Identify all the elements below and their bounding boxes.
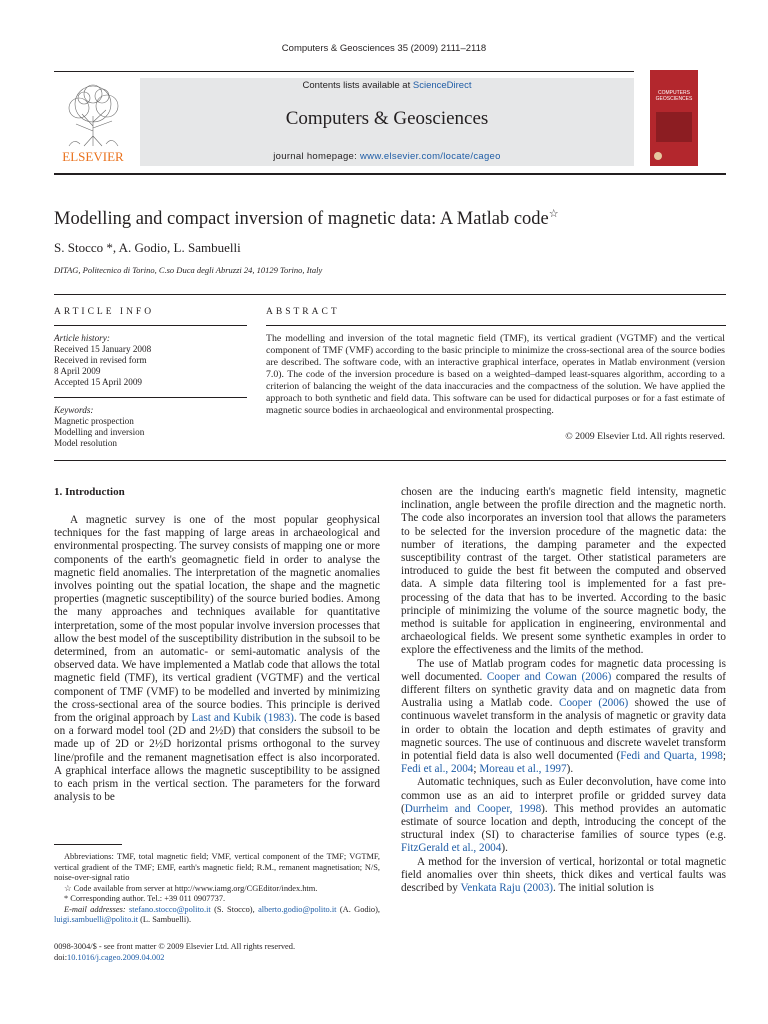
cover-badge (654, 152, 662, 160)
footnote-code: ☆ Code available from server at http://www.iamg.org/CGEditor/index.htm. (64, 883, 318, 893)
author-list: S. Stocco *, A. Godio, L. Sambuelli (54, 240, 241, 255)
paragraph-text: compared the results of different filters on synthetic gravity data and on magnetic data from Australia using a Matlab code. (401, 670, 726, 710)
article-info-heading: ARTICLE INFO (54, 307, 155, 317)
paragraph-text: A magnetic survey is one of the most popular geophysical techniques for the fast mapping of large areas in archaeological and environmental prospecting. The survey consists of mapping one or more components of the earth's geomagnetic field in order to analyse the magnetic field anomalies. The interpretation of the magnetic anomalies involves pointing out the spatial location, the shape and the magnetic properties (magnetic susceptibility) of the source buried bodies. Among the many approaches and techniques available for quantitative interpretation, some of the most popular involve inversion processes that allow the best model of the susceptibility distribution in the subsoil to be determined, from an automatic- or semi-automatic analysis of the observed data. We have implemented a Matlab code that allows the total magnetic field (TMF), its vertical gradient (VGTMF) and the vertical component of TMF (VMF) to be modelled and inverted by minimizing the cross-sectional area of the source bodies. This principle is derived from the original approach by (54, 514, 380, 725)
intro-paragraph-4 (401, 856, 726, 896)
affiliation: DITAG, Politecnico di Torino, C.so Duca degli Abruzzi 24, 10129 Torino, Italy (54, 265, 323, 275)
footnotes (54, 852, 380, 926)
contents-prefix: Contents lists available at (302, 80, 413, 91)
citation-link[interactable]: Cooper and Cowan (2006) (486, 670, 612, 683)
journal-name: Computers & Geosciences (285, 108, 489, 129)
keywords-rule (54, 397, 247, 398)
sciencedirect-link[interactable]: ScienceDirect (412, 80, 472, 91)
email-label: E-mail addresses: (64, 904, 130, 914)
section-heading-introduction: 1. Introduction (54, 486, 125, 498)
journal-reference: Computers & Geosciences 35 (2009) 2111–2118 (281, 43, 487, 54)
footnote-abbreviations: Abbreviations: TMF, total magnetic field; VMF, vertical component of the TMF; VGTMF, vertical gradient of the TMF; EMF, earth's magnetic field; R.M., remanent magnetisation; N/S, noise-over-signal ratio (54, 852, 380, 882)
abstract-rule (266, 325, 726, 326)
history-item: Accepted 15 April 2009 (54, 377, 143, 387)
left-column (54, 514, 380, 804)
abstract-heading: ABSTRACT (266, 307, 340, 317)
meta-top-rule (54, 294, 726, 295)
paragraph-text: The use of Matlab program codes for magnetic data processing is well documented. (401, 657, 726, 683)
email-link[interactable]: luigi.sambuelli@polito.it (54, 915, 139, 924)
history-item: Received in revised form (54, 355, 147, 365)
citation-link[interactable]: Venkata Raju (2003) (460, 882, 554, 895)
journal-homepage (140, 151, 634, 162)
doi-prefix: doi: (54, 953, 68, 962)
article-info-rule (54, 325, 247, 326)
keywords (54, 405, 247, 449)
footnote-corresponding: * Corresponding author. Tel.: +39 011 0907737. (64, 894, 226, 903)
title-footnote-mark[interactable]: ☆ (548, 208, 559, 220)
keyword-item: Magnetic prospection (54, 416, 134, 426)
citation-separator: ; (722, 750, 726, 763)
issn-line: 0098-3004/$ - see front matter © 2009 Elsevier Ltd. All rights reserved. (54, 942, 296, 951)
front-matter (54, 941, 380, 963)
keywords-label: Keywords: (54, 405, 94, 415)
keyword-item: Modelling and inversion (54, 427, 145, 437)
citation-link[interactable]: Moreau et al., 1997 (479, 763, 567, 776)
citation-separator: ; (473, 763, 480, 776)
article-history (54, 333, 247, 388)
keyword-item: Model resolution (54, 438, 118, 448)
history-item: Received 15 January 2008 (54, 344, 152, 354)
paragraph-text: A method for the inversion of vertical, horizontal or total magnetic field anomalies over thin sheets, thick dikes and vertical faults was described by (401, 855, 726, 895)
citation-link[interactable]: Last and Kubik (1983) (191, 712, 294, 725)
citation-link[interactable]: Cooper (2006) (558, 697, 629, 710)
email-link[interactable]: alberto.godio@polito.it (258, 904, 337, 914)
contents-line (140, 80, 634, 91)
email-link[interactable]: stefano.stocco@polito.it (129, 904, 211, 914)
doi-line (54, 952, 380, 963)
article-title-text: Modelling and compact inversion of magnetic data: A Matlab code (54, 209, 549, 230)
footnote-emails (54, 905, 380, 926)
intro-paragraph-1 (54, 514, 380, 804)
paragraph-text: ). (566, 763, 574, 776)
elsevier-tree-logo (54, 76, 132, 164)
paragraph-text: ). This method provides an automatic estimate of source location and depth, introducing the concept of the structural index (SI) to characterise families of source types (e.g. (401, 802, 727, 842)
paragraph-text: showed the use of continuous wavelet transform in the analysis of magnetic or gravity data in order to obtain the location and depth estimates of gravity and magnetic sources. The use of continuous and discrete wavelet transform in potential field data is also well documented ( (401, 697, 726, 763)
email-owner: (S. Stocco), (210, 904, 259, 914)
history-label: Article history: (54, 333, 110, 343)
paragraph-text: ). (501, 842, 508, 855)
citation-link[interactable]: Fedi and Quarta, 1998 (620, 750, 723, 763)
intro-paragraph-continued: chosen are the inducing earth's magnetic field intensity, magnetic inclination, angle between the profile direction and the magnetic north. The code also incorporates an inversion tool that allows the parameters to be selected for the inversion procedure of the magnetic data: the number of iterations, the damping parameter and the expected susceptibility contrast of the target. Other statistical parameters are introduced to guide the best fit between the computed and observed data. A simple data filtering tool is implemented for a fast pre-processing of the data that has to be inverted. According to the basic principle of minimizing the volume of the source magnetic body, the method is suitable for application in engineering, environmental and archaeological fields. We present some synthetic examples in order to explore the effectiveness and the limits of the method. (401, 486, 726, 657)
email-owner: (A. Godio), (336, 904, 380, 914)
paragraph-text: Automatic techniques, such as Euler deconvolution, have come into common use as an aid to interpret profile or gridded survey data ( (401, 776, 726, 815)
footnote-rule (54, 844, 122, 845)
doi-link[interactable]: 10.1016/j.cageo.2009.04.002 (67, 953, 165, 962)
article-title (54, 207, 559, 230)
paragraph-text: . The code is based on a forward model tool (2D and 2½D) that considers the subsoil to be made up of 2D or 2½D horizontal prisms orthogonal to the survey line/profile and the remanent magnetisation effect is also incorporated. A graphical interface allows the magnetic susceptibility to be assigned to each prism in the vertical section. The parameters for the forward analysis to be (54, 712, 380, 804)
elsevier-wordmark: ELSEVIER (62, 149, 124, 164)
citation-link[interactable]: FitzGerald et al., 2004 (401, 842, 502, 855)
right-column (401, 486, 726, 895)
meta-bottom-rule (54, 460, 726, 461)
abstract-copyright: © 2009 Elsevier Ltd. All rights reserved. (565, 431, 725, 442)
intro-paragraph-3 (401, 776, 726, 855)
homepage-prefix: journal homepage: (273, 151, 360, 162)
header-top-rule (54, 71, 634, 72)
cover-title: COMPUTERS GEOSCIENCES (655, 90, 693, 102)
cover-image (656, 112, 692, 142)
journal-cover-thumbnail (650, 70, 698, 166)
header-bottom-rule (54, 173, 726, 175)
intro-paragraph-2 (401, 658, 726, 777)
history-item: 8 April 2009 (54, 366, 101, 376)
homepage-link[interactable]: www.elsevier.com/locate/cageo (360, 151, 501, 162)
citation-link[interactable]: Fedi et al., 2004 (401, 763, 474, 776)
paragraph-text: . The initial solution is (553, 882, 654, 895)
email-owner: (L. Sambuelli). (138, 915, 192, 924)
citation-link[interactable]: Durrheim and Cooper, 1998 (404, 802, 542, 815)
abstract-text: The modelling and inversion of the total magnetic field (TMF), its vertical gradient (VGTMF) and the vertical component of TMF (VMF) according to the basic principle to minimize the cross-sectional area of the source bodies are described. The software code, with an interactive graphical interface, operates in Matlab environment (version 7.0). The code of the inversion procedure is based on a weighted–damped least-squares algorithm, according to a criterion of balancing the weight of the data inaccuracies and the compactness of the solution. We have applied the approach to both synthetic and field data. This software can be used for didactical purposes or for a fast estimate of magnetic source bodies in archaeological and environmental prospecting. (266, 333, 725, 416)
